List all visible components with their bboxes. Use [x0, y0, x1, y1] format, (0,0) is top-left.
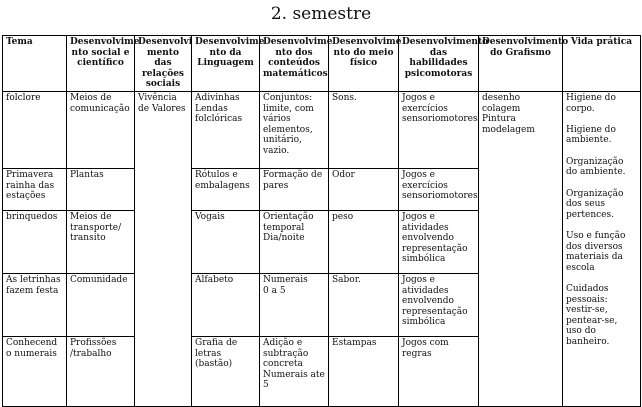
- header-meio-fisico: Desenvolvime nto do meio físico: [329, 36, 399, 92]
- cell-psicomotoras: Jogos e exercícios sensoriomotores: [399, 92, 479, 169]
- header-social-cientifico: Desenvolvime nto social e científico: [67, 36, 135, 92]
- cell-fisico: Odor: [329, 169, 399, 211]
- cell-fisico: peso: [329, 211, 399, 274]
- cell-matematica: Numerais 0 a 5: [260, 274, 329, 337]
- cell-matematica: Orientação temporal Dia/noite: [260, 211, 329, 274]
- header-matematicos: Desenvolvime nto dos conteúdos matemáticos: [260, 36, 329, 92]
- cell-tema: folclore: [3, 92, 67, 169]
- cell-fisico: Sons.: [329, 92, 399, 169]
- header-psicomotoras: Desenvolvimento das habilidades psicomotoras: [399, 36, 479, 92]
- curriculum-table: [2, 35, 641, 407]
- cell-social: Comunidade: [67, 274, 135, 337]
- header-linguagem: Desenvolvime nto da Linguagem: [192, 36, 260, 92]
- cell-psicomotoras: Jogos e atividades envolvendo representação simbólica: [399, 211, 479, 274]
- cell-social: Plantas: [67, 169, 135, 211]
- cell-linguagem: Grafia de letras (bastão): [192, 337, 260, 407]
- cell-psicomotoras: Jogos e atividades envolvendo representação simbólica: [399, 274, 479, 337]
- cell-grafismo: desenho colagem Pintura modelagem: [479, 92, 563, 407]
- cell-matematica: Adição e subtração concreta Numerais ate 5: [260, 337, 329, 407]
- header-vida-pratica: Vida prática: [563, 36, 641, 92]
- cell-fisico: Sabor.: [329, 274, 399, 337]
- cell-linguagem: Alfabeto: [192, 274, 260, 337]
- header-grafismo: Desenvolvimento do Grafismo: [479, 36, 563, 92]
- cell-linguagem: Adivinhas Lendas folclóricas: [192, 92, 260, 169]
- cell-tema: As letrinhas fazem festa: [3, 274, 67, 337]
- header-row: [3, 36, 641, 92]
- cell-social: Meios de comunicação: [67, 92, 135, 169]
- cell-tema: brinquedos: [3, 211, 67, 274]
- cell-fisico: Estampas: [329, 337, 399, 407]
- cell-social: Profissões /trabalho: [67, 337, 135, 407]
- cell-tema: Primavera rainha das estações: [3, 169, 67, 211]
- table-row: [3, 92, 641, 169]
- cell-matematica: Formação de pares: [260, 169, 329, 211]
- cell-psicomotoras: Jogos e exercícios sensoriomotores: [399, 169, 479, 211]
- cell-vida-pratica: Higiene do corpo. Higiene do ambiente. Organização do ambiente. Organização dos seus pertences. Uso e função dos diversos materiais da escola Cuidados pessoais: vestir-se, pentear-se, uso do banheiro.: [563, 92, 641, 407]
- page-title: 2. semestre: [270, 4, 372, 24]
- cell-social: Meios de transporte/ transito: [67, 211, 135, 274]
- cell-relacoes-sociais: Vivência de Valores: [135, 92, 192, 407]
- cell-linguagem: Vogais: [192, 211, 260, 274]
- cell-psicomotoras: Jogos com regras: [399, 337, 479, 407]
- cell-tema: Conhecend o numerais: [3, 337, 67, 407]
- header-relacoes-sociais: Desenvolvi mento das relações sociais: [135, 36, 192, 92]
- cell-linguagem: Rótulos e embalagens: [192, 169, 260, 211]
- cell-matematica: Conjuntos: limite, com vários elementos, unitário, vazio.: [260, 92, 329, 169]
- header-tema: Tema: [3, 36, 67, 92]
